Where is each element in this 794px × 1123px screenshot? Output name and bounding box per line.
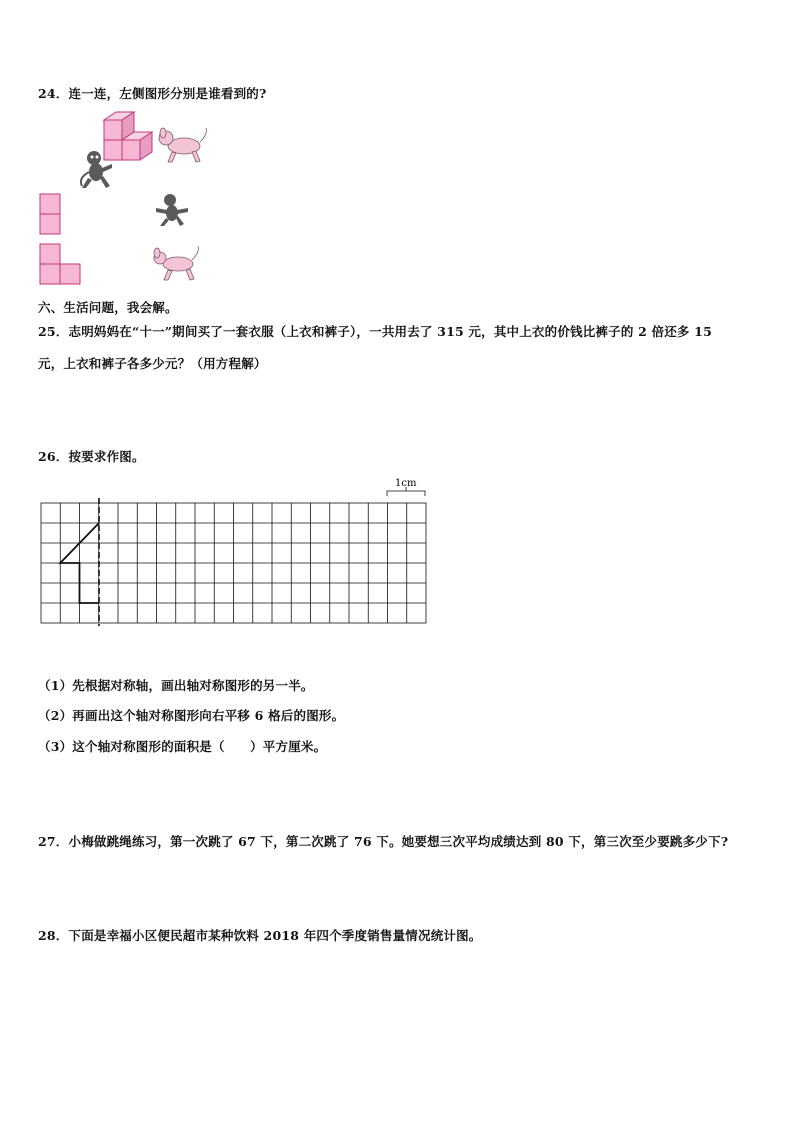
q26-sub2: （2）再画出这个轴对称图形向右平移 6 格后的图形。: [38, 708, 345, 723]
q27-text: 27．小梅做跳绳练习，第一次跳了 67 下，第二次跳了 76 下。她要想三次平均成绩达到 80 下，第三次至少要跳多少下?: [38, 834, 729, 849]
dog-option-icon: [154, 246, 198, 280]
dog-icon: [159, 128, 206, 162]
cube-stack-figure: [104, 112, 152, 160]
q24-scene: [76, 108, 216, 194]
scale-label: 1cm: [395, 478, 417, 489]
q24-options: [38, 190, 208, 290]
q24-text: 24．连一连，左侧图形分别是谁看到的?: [38, 86, 267, 101]
view-two-stacked-squares: [40, 194, 60, 234]
q26-text: 26．按要求作图。: [38, 449, 145, 464]
q26-sub3: （3）这个轴对称图形的面积是（ ）平方厘米。: [38, 739, 327, 754]
q26-sub1: （1）先根据对称轴，画出轴对称图形的另一半。: [38, 678, 314, 693]
view-l-shape: [40, 244, 80, 284]
q28-text: 28．下面是幸福小区便民超市某种饮料 2018 年四个季度销售量情况统计图。: [38, 928, 482, 943]
q25-line1: 25．志明妈妈在“十一”期间买了一套衣服（上衣和裤子），一共用去了 315 元，其中上衣的价钱比裤子的 2 倍还多 15: [38, 324, 712, 339]
section-six-heading: 六、生活问题，我会解。: [38, 300, 178, 315]
q26-grid-figure: [40, 474, 430, 626]
scale-bracket: [387, 487, 425, 496]
monkey-option-icon: [156, 194, 188, 226]
q25-line2: 元，上衣和裤子各多少元？（用方程解）: [38, 356, 267, 371]
